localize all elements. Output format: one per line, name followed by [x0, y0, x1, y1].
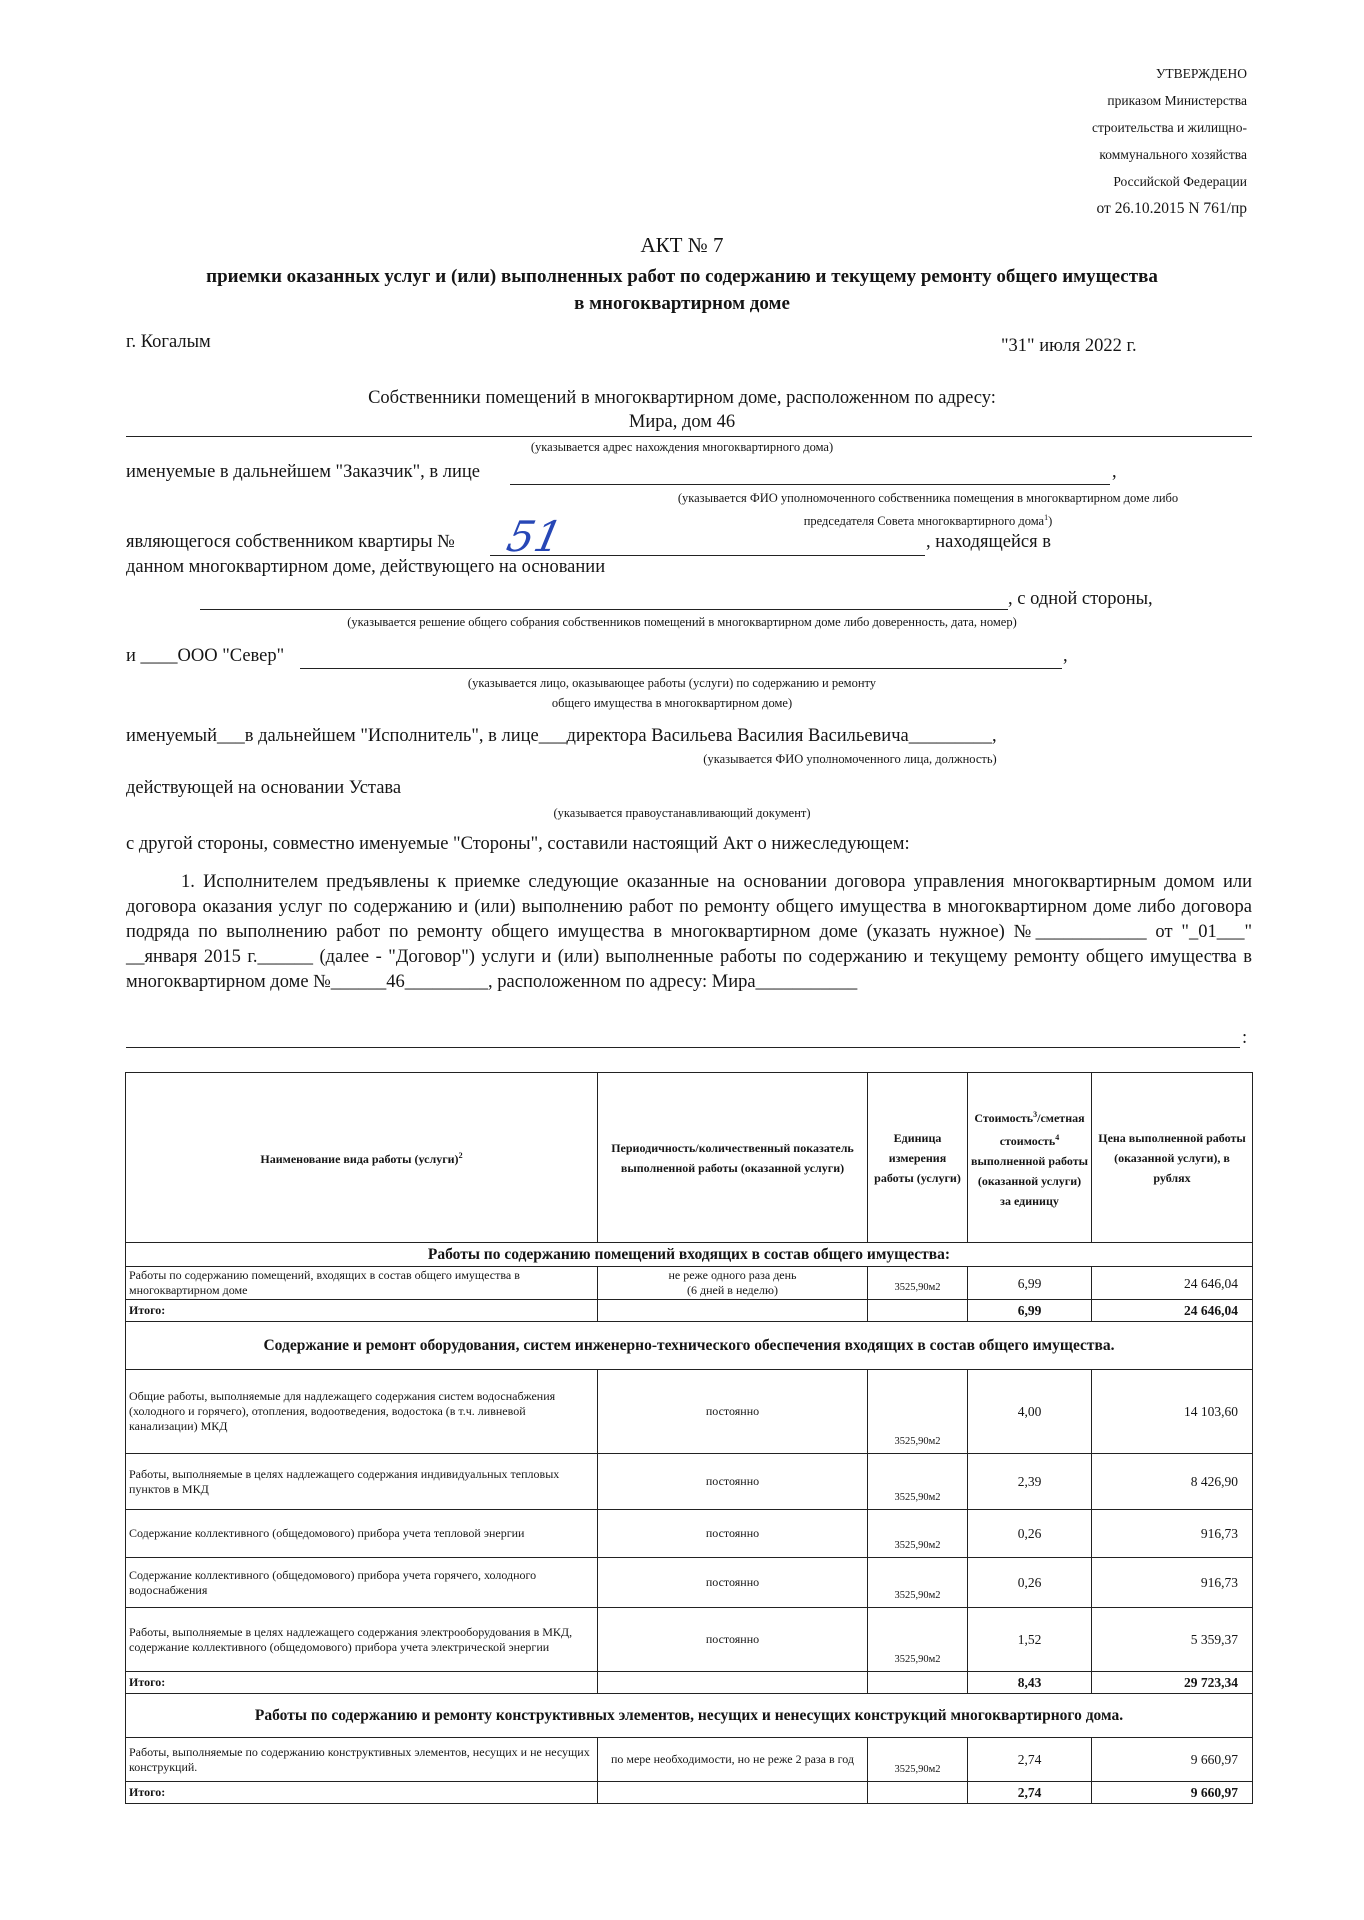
city: г. Когалым	[126, 332, 211, 352]
address-hint: (указывается адрес нахождения многоквартирного дома)	[530, 440, 834, 454]
owner-apartment-label: являющегося собственником квартиры №	[126, 532, 455, 552]
basis-hint: (указывается решение общего собрания собственников помещений в многоквартирном доме либо доверенность, дата, номер)	[347, 615, 1017, 629]
table-header-row	[126, 1073, 1253, 1243]
section-header: Работы по содержанию помещений входящих в состав общего имущества:	[126, 1243, 1253, 1267]
approval-line: УТВЕРЖДЕНО	[1155, 66, 1247, 81]
owners-line: Собственники помещений в многоквартирном доме, расположенном по адресу:	[368, 388, 996, 408]
table-row: Работы по содержанию помещений, входящих в состав общего имущества в многоквартирном доме не реже одного раза день (6 дней в неделю) 3525,90м2 6,99 24 646,04	[126, 1267, 1253, 1300]
contractor-hint: (указывается лицо, оказывающее работы (услуги) по содержанию и ремонту	[467, 676, 877, 690]
act-subtitle: приемки оказанных услуг и (или) выполненных работ по содержанию и текущему ремонту общего имущества	[206, 266, 1158, 287]
acting-hint: (указывается правоустанавливающий документ)	[553, 806, 811, 820]
address-value: Мира, дом 46	[628, 412, 736, 432]
apartment-underline	[490, 555, 925, 556]
table-row: Содержание коллективного (общедомового) прибора учета тепловой энергии постоянно 3525,90м2 0,26 916,73	[126, 1510, 1253, 1558]
total-row: Итого: 2,74 9 660,97	[126, 1782, 1253, 1804]
contractor-line: и ____ООО "Север"	[126, 646, 285, 666]
header-cost: Стоимость$^3$/сметная стоимость$^4$ выполненной работы (оказанной услуги) за единицу	[968, 1073, 1092, 1243]
approval-block	[947, 60, 1247, 222]
act-subtitle-2: в многоквартирном доме	[574, 293, 790, 314]
other-side-line: с другой стороны, совместно именуемые "Стороны", составили настоящий Акт о нижеследующем:	[126, 834, 910, 854]
header-price: Цена выполненной работы (оказанной услуги), в рублях	[1092, 1073, 1253, 1243]
section-header: Содержание и ремонт оборудования, систем инженерно-технического обеспечения входящих в состав общего имущества.	[126, 1322, 1253, 1370]
apartment-number: 51	[502, 512, 567, 561]
approval-line: от 26.10.2015 N 761/пр	[1096, 200, 1247, 217]
header-period: Периодичность/количественный показатель выполненной работы (оказанной услуги)	[598, 1073, 868, 1243]
executor-hint: (указывается ФИО уполномоченного лица, должность)	[703, 752, 997, 766]
customer-hint-2: председателя Совета многоквартирного дома$^1$)	[803, 513, 1053, 529]
approval-line: Российской Федерации	[1113, 174, 1247, 189]
customer-line: именуемые в дальнейшем "Заказчик", в лице	[126, 462, 481, 482]
customer-underline	[510, 484, 1110, 485]
contractor-hint-2: общего имущества в многоквартирном доме)	[551, 696, 793, 710]
header-unit: Единица измерения работы (услуги)	[868, 1073, 968, 1243]
table-row: Содержание коллективного (общедомового) прибора учета горячего, холодного водоснабжения постоянно 3525,90м2 0,26 916,73	[126, 1558, 1253, 1608]
executor-line: именуемый___в дальнейшем "Исполнитель", в лице___директора Васильева Василия Васильевича_________,	[126, 726, 997, 746]
paragraph-1: 1. Исполнителем предъявлены к приемке следующие оказанные на основании договора управления многоквартирным домом или договора оказания услуг по содержанию и (или) выполнению работ по ремонту общего имущества в многоквартирном доме либо договора подряда по выполнению работ по ремонту общего имущества в многоквартирном доме (указать нужное) №____________ от "_01___" __января 2015 г.______ (далее - "Договор") услуги и (или) выполненные работы по содержанию и текущему ремонту общего имущества в многоквартирном доме №______46_________, расположенном по адресу: Мира___________	[126, 872, 1252, 992]
approval-line: коммунального хозяйства	[1099, 147, 1247, 162]
approval-line: приказом Министерства	[1107, 93, 1247, 108]
table-row: Работы, выполняемые по содержанию конструктивных элементов, несущих и не несущих конструкций. по мере необходимости, но не реже 2 раза в год 3525,90м2 2,74 9 660,97	[126, 1738, 1253, 1782]
basis-underline	[200, 609, 1008, 610]
acting-line: действующей на основании Устава	[126, 778, 402, 798]
header-name: Наименование вида работы (услуги)$^2$	[126, 1073, 598, 1243]
total-row: Итого: 8,43 29 723,34	[126, 1672, 1253, 1694]
contractor-underline	[300, 668, 1062, 669]
act-title: АКТ № 7	[640, 233, 724, 257]
approval-line: строительства и жилищно-	[1092, 120, 1247, 135]
table-row: Работы, выполняемые в целях надлежащего содержания индивидуальных тепловых пунктов в МКД постоянно 3525,90м2 2,39 8 426,90	[126, 1454, 1253, 1510]
owner-apartment-suffix: , находящейся в	[926, 532, 1051, 552]
total-row: Итого: 6,99 24 646,04	[126, 1300, 1253, 1322]
address-underline	[126, 436, 1252, 437]
address-underline-2	[126, 1047, 1240, 1048]
customer-hint: (указывается ФИО уполномоченного собственника помещения в многоквартирном доме либо	[677, 491, 1179, 505]
one-side: , с одной стороны,	[1008, 589, 1153, 609]
table-row: Работы, выполняемые в целях надлежащего содержания электрооборудования в МКД, содержание коллективного (общедомового) прибора учета электрической энергии постоянно 3525,90м2 1,52 5 359,37	[126, 1608, 1253, 1672]
act-date: "31" июля 2022 г.	[1001, 336, 1137, 356]
section-header: Работы по содержанию и ремонту конструктивных элементов, несущих и ненесущих конструкций многоквартирного дома.	[126, 1694, 1253, 1738]
basis-line: данном многоквартирном доме, действующего на основании	[126, 557, 606, 577]
works-table	[125, 1072, 1253, 1804]
table-row: Общие работы, выполняемые для надлежащего содержания систем водоснабжения (холодного и горячего), отопления, водоотведения, водостока (в т.ч. ливневой канализации) МКД постоянно 3525,90м2 4,00 14 103,60	[126, 1370, 1253, 1454]
